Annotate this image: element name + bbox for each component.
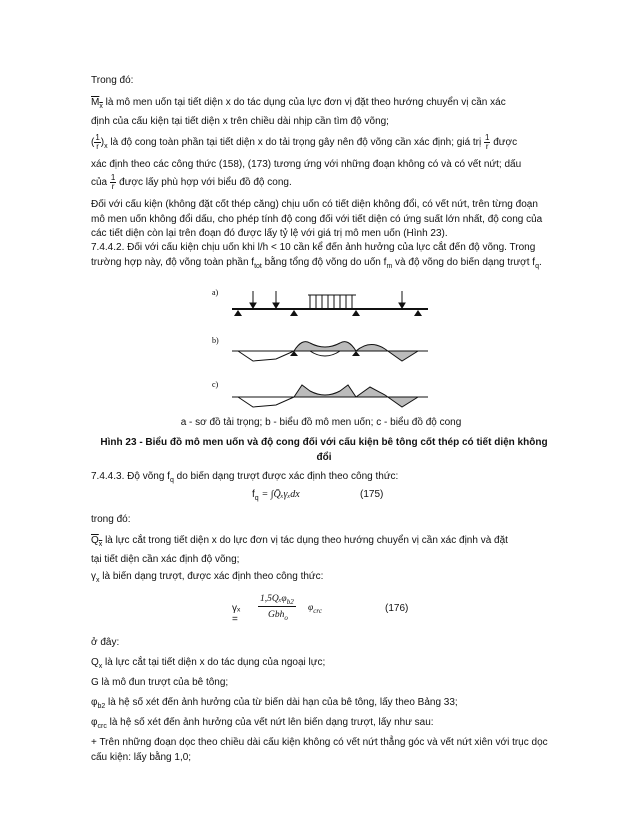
bullet-no-crack: + Trên những đoạn dọc theo chiều dài cấu kiện không có vết nứt thẳng góc và vết nứt xiên với trục dọc cấu kiện: lấy bằng 1,0; <box>91 737 548 763</box>
figure-subcaption: a - sơ đồ tải trọng; b - biểu đồ mô men uốn; c - biểu đồ độ cong <box>180 417 462 428</box>
equation-175: $f_q$ = ∫Q̄ₓγₓdx <box>252 489 300 502</box>
figure-label-b: b) <box>212 336 219 345</box>
distributed-load-icon <box>308 295 356 308</box>
definition-phi-crc: $\varphi_{crc}$ là hệ số xét đến ảnh hưởng của vết nứt lên biến dạng trượt, lấy như sau: <box>91 717 434 730</box>
paragraph-7443: 7.4.4.3. Độ võng $f_q$ do biến dạng trượt được xác định theo công thức: <box>91 471 399 484</box>
curvature-fraction-2: $\frac{1}{r}$ <box>485 132 490 151</box>
curvature-region-3 <box>356 387 418 407</box>
curvature-region-1 <box>238 397 294 407</box>
eq176-numerator: 1,5Qₓφ$_{b2}$ <box>260 594 294 606</box>
curvature-fraction: $\frac{1}{r}$ <box>95 132 100 151</box>
eq176-denominator: Gbh$_o$ <box>268 610 288 622</box>
figure-title: Hình 23 - Biểu đồ mô men uốn và độ cong đối với cấu kiện bê tông cốt thép có tiết diện không đổi <box>100 437 548 463</box>
moment-region-1 <box>238 351 294 361</box>
paragraph-7442: 7.4.4.2. Đối với cấu kiện chịu uốn khi l/h < 10 cần kể đến ảnh hưởng của lực cắt đến độ võng. Trong trường hợp này, độ võng toàn phần $f_{tot}$ bằng tổng độ võng do uốn $f_m$ và độ võng do biến dạng trượt $f_q$. <box>91 242 542 270</box>
figure-label-c: c) <box>212 380 219 389</box>
paragraph-trong-do: Trong đó: <box>91 75 134 86</box>
qx-symbol: $Q_x$ <box>91 535 103 548</box>
curvature-fraction-3: $\frac{1}{r}$ <box>110 172 116 191</box>
eq176-phi: $\varphi_{crc}$ <box>308 603 322 615</box>
qx-line1: là lực cắt trong tiết diện x do lực đơn vị tác dụng theo hướng chuyển vị cần xác định và đặt <box>105 535 508 546</box>
mx-symbol: $M_x$ <box>91 97 103 110</box>
figure-label-a: a) <box>212 288 219 297</box>
moment-region-4 <box>356 344 418 361</box>
definition-mx <box>91 96 551 129</box>
curvature-line1: là độ cong toàn phần tại tiết diện x do tải trọng gây nên độ võng cần xác định; giá trị <box>110 137 482 148</box>
curvature-line1-end: được <box>493 137 518 148</box>
mx-text-line2: định của cấu kiện tại tiết diện x trên chiều dài nhịp cần tìm độ võng; <box>91 115 389 127</box>
equation-176-number: (176) <box>385 603 409 614</box>
paragraph-o-day: ở đây: <box>91 637 120 648</box>
definition-curvature: ( $\frac{1}{r}$ )$_x$ là độ cong toàn phần tại tiết diện x do tải trọng gây nên độ võng cần xác định; giá trị $\frac{1}{r}$ được <box>91 132 518 151</box>
paragraph-trong-do-2: trong đó: <box>91 514 131 525</box>
mx-text-line1: là mô men uốn tại tiết diện x do tác dụng của lực đơn vị đặt theo hướng chuyển vị cần xác <box>105 97 506 108</box>
definition-qx <box>91 534 551 567</box>
moment-region-2 <box>294 342 356 351</box>
equation-175-number: (175) <box>360 489 384 500</box>
definition-phi-b2: $\varphi_{b2}$ là hệ số xét đến ảnh hưởng của từ biến dài hạn của bê tông, lấy theo Bảng 33; <box>91 697 458 710</box>
curvature-region-2 <box>294 385 356 397</box>
qx-line2: tại tiết diện cần xác định độ võng; <box>91 553 240 565</box>
paragraph-gamma: $\gamma_x$ là biến dạng trượt, được xác định theo công thức: <box>91 571 324 584</box>
figure-23 <box>210 283 435 410</box>
curvature-line3: của $\frac{1}{r}$ được lấy phù hợp với biểu đồ độ cong. <box>91 172 292 191</box>
support-icon <box>290 351 360 356</box>
paragraph-constant-section: Đối với cấu kiện (không đặt cốt thép căng) chịu uốn có tiết diện không đổi, có vết nứt, trên từng đoạn mô men uốn không đổi dấu, cho phép tính độ cong đối với tiết diện có ứng suất lớn nhất, độ cong của các tiết diện còn lại trên đoạn đó được lấy tỷ lệ với giá trị mô men uốn (Hình 23). <box>91 199 543 239</box>
moment-region-3 <box>310 351 340 356</box>
definition-g: G là mô đun trượt của bê tông; <box>91 677 229 688</box>
support-icon <box>234 310 422 316</box>
definition-qx-external: $Q_x$ là lực cắt tại tiết diện x do tác dụng của ngoại lực; <box>91 657 326 670</box>
curvature-line2: xác định theo các công thức (158), (173) tương ứng với những đoạn không có và có vết nứt; dấu <box>91 159 522 170</box>
